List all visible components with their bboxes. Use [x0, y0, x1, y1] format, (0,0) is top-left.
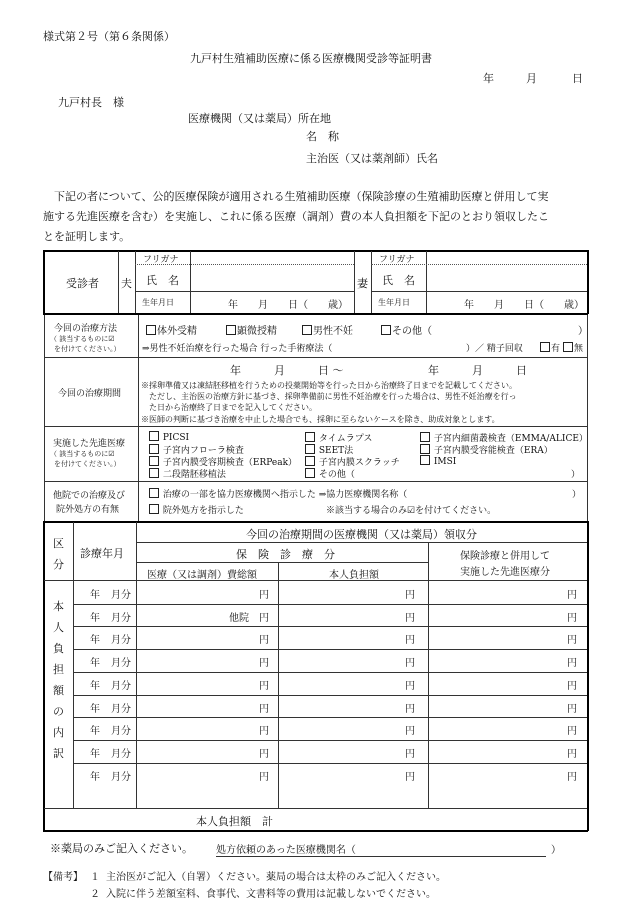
side-label-char: 人: [53, 621, 64, 634]
period-note-2: ただし、主治医の治療方針に基づき、採卵準備前に男性不妊治療を行った場合は、男性不妊治療を行っ: [149, 392, 517, 401]
outside-prescription-checkbox[interactable]: 院外処方を指示した: [149, 503, 244, 516]
row-advanced-yen: 円: [567, 749, 577, 760]
remark-1-number: １: [90, 872, 100, 883]
row-selfpay-yen: 円: [405, 704, 415, 715]
husband-label: 夫: [121, 277, 132, 290]
row-total-yen: 円: [259, 590, 269, 601]
period-note-4: ※医師の判断に基づき治療を中止した場合でも、採卵に至らないケースを除き、助成対象とします。: [141, 415, 500, 424]
row-year-label: 年: [90, 590, 100, 601]
period-label: 今回の治療期間: [58, 389, 122, 399]
adv-other-checkbox[interactable]: その他（: [305, 467, 355, 480]
prescriber-close: ）: [551, 845, 561, 856]
row-selfpay-yen: 円: [405, 772, 415, 783]
advanced-header-2: 実施した先進医療分: [460, 567, 550, 578]
advanced-hint-1: （ 該当するものに☑: [50, 450, 115, 458]
male-surgery-line: ⇒男性不妊治療を行った場合 行った手術療法（: [142, 344, 333, 354]
advanced-label: 実施した先進医療: [53, 439, 126, 449]
row-total-yen: 円: [259, 613, 269, 624]
adv-flora-checkbox[interactable]: 子宮内フローラ検査: [149, 443, 244, 456]
row-total-yen: 円: [259, 772, 269, 783]
method-other-close: ）: [578, 326, 588, 337]
pharmacy-note: ※薬局のみご記入ください。: [50, 842, 193, 855]
total-self-pay-field[interactable]: [280, 810, 426, 828]
wife-furigana-label: フリガナ: [379, 255, 415, 265]
form-number: 様式第２号（第６条関係）: [43, 30, 175, 43]
remarks-label: 【備考】: [43, 872, 83, 883]
partner-hospital-checkbox[interactable]: 治療の一部を協力医療機関へ指示した ⇒協力医療機関名称（: [149, 487, 407, 500]
form-title: 九戸村生殖補助医療に係る医療機関受診等証明書: [190, 52, 432, 65]
row-advanced-yen: 円: [567, 658, 577, 669]
adv-twostep-checkbox[interactable]: 二段階胚移植法: [149, 467, 226, 480]
period-end[interactable]: 年 月 日: [428, 364, 527, 377]
remark-2-number: ２: [90, 889, 100, 900]
date-month-label: 月: [526, 72, 537, 85]
row-total-yen: 円: [259, 681, 269, 692]
row-month-label: 月分: [111, 749, 131, 760]
row-advanced-yen: 円: [567, 590, 577, 601]
adv-emma-checkbox[interactable]: 子宮内細菌叢検査（EMMA/ALICE）: [420, 431, 588, 444]
row-selfpay-yen: 円: [405, 635, 415, 646]
receipt-header: 今回の治療期間の医療機関（又は薬局）領収分: [246, 528, 477, 541]
bun-label: 分: [53, 558, 64, 571]
row-month-label: 月分: [111, 772, 131, 783]
total-label: 本人負担額 計: [196, 815, 273, 828]
adv-seet-checkbox[interactable]: SEET法: [305, 443, 353, 456]
wife-label: 妻: [357, 277, 368, 290]
adv-other-close: ）: [571, 470, 581, 480]
other-facility-label-1: 他院での治療及び: [53, 491, 126, 501]
method-ivf-checkbox[interactable]: 体外受精: [146, 322, 197, 337]
adv-scratch-checkbox[interactable]: 子宮内膜スクラッチ: [305, 455, 400, 468]
row-selfpay-yen: 円: [405, 613, 415, 624]
method-label: 今回の治療方法: [54, 324, 118, 334]
row-month-label: 月分: [111, 681, 131, 692]
method-other-checkbox[interactable]: その他（: [381, 322, 432, 337]
sperm-retrieval-no[interactable]: 無: [563, 341, 583, 354]
sperm-retrieval-label: ）／ 精子回収: [466, 344, 523, 354]
other-hospital-label: 他院: [229, 613, 249, 624]
row-year-label: 年: [90, 635, 100, 646]
row-advanced-yen: 円: [567, 704, 577, 715]
issuer-name-label: 名 称: [306, 130, 339, 143]
husband-name-field[interactable]: [192, 266, 352, 290]
row-month-label: 月分: [111, 613, 131, 624]
sperm-retrieval-yes[interactable]: 有: [540, 341, 560, 354]
method-hint-2: を付けてください。）: [54, 345, 121, 353]
row-advanced-yen: 円: [567, 635, 577, 646]
row-year-label: 年: [90, 658, 100, 669]
intro-line-1: 下記の者について、公的医療保険が適用される生殖補助医療（保険診療の生殖補助医療と併用して実: [54, 190, 549, 203]
wife-furigana-field[interactable]: [428, 253, 585, 263]
adv-timelapse-checkbox[interactable]: タイムラプス: [305, 431, 372, 444]
intro-line-2: 施する先進医療を含む）を実施し、これに係る医療（調剤）費の本人負担額を下記のとおり領収したこ: [43, 210, 549, 223]
wife-name-label: 氏 名: [382, 274, 415, 287]
row-total-yen: 円: [259, 635, 269, 646]
row-year-label: 年: [90, 681, 100, 692]
issuer-location-label: 医療機関（又は薬局）所在地: [188, 112, 331, 125]
row-advanced-yen: 円: [567, 681, 577, 692]
wife-birth-format: 年 月 日（ 歳）: [464, 300, 584, 311]
row-total-yen: 円: [259, 704, 269, 715]
row-year-label: 年: [90, 704, 100, 715]
total-fee-header: 医療（又は調剤）費総額: [147, 570, 257, 581]
issuer-doctor-label: 主治医（又は薬剤師）氏名: [306, 152, 438, 165]
row-selfpay-yen: 円: [405, 658, 415, 669]
remark-1: 主治医がご記入（自署）ください。薬局の場合は太枠のみご記入ください。: [106, 872, 446, 883]
prescriber-field[interactable]: 処方依頼のあった医療機関名（: [216, 841, 546, 857]
adv-era-checkbox[interactable]: 子宮内膜受容能検査（ERA）: [420, 443, 553, 456]
row-total-yen: 円: [259, 658, 269, 669]
husband-name-label: 氏 名: [146, 274, 179, 287]
side-label-char: 内: [53, 726, 64, 739]
ku-label: 区: [53, 537, 64, 550]
adv-imsi-checkbox[interactable]: IMSI: [420, 455, 456, 467]
intro-line-3: とを証明します。: [43, 230, 131, 243]
row-advanced-yen: 円: [567, 726, 577, 737]
row-selfpay-yen: 円: [405, 681, 415, 692]
patient-label: 受診者: [66, 277, 99, 290]
row-month-label: 月分: [111, 726, 131, 737]
self-pay-header: 本人負担額: [329, 570, 379, 581]
adv-erpeak-checkbox[interactable]: 子宮内膜受容期検査（ERPeak）: [149, 455, 297, 468]
advanced-hint-2: を付けてください。）: [54, 460, 121, 468]
advanced-header-1: 保険診療と併用して: [460, 551, 550, 562]
date-day-label: 日: [572, 72, 583, 85]
row-year-label: 年: [90, 613, 100, 624]
row-total-yen: 円: [259, 749, 269, 760]
row-selfpay-yen: 円: [405, 726, 415, 737]
other-facility-label-2: 院外処方の有無: [56, 505, 120, 515]
row-month-label: 月分: [111, 635, 131, 646]
row-selfpay-yen: 円: [405, 590, 415, 601]
side-label-char: 訳: [53, 747, 64, 760]
date-year-label: 年: [483, 72, 494, 85]
husband-furigana-field[interactable]: [192, 253, 352, 263]
month-col-header: 診療年月: [80, 547, 124, 560]
addressee: 九戸村長 様: [58, 96, 124, 109]
period-note-1: ※採卵準備又は凍結胚移植を行うための投薬開始等を行った日から治療終了日までを記載してください。: [141, 381, 517, 390]
row-total-yen: 円: [259, 726, 269, 737]
period-note-3: た日から治療終了日までを記入してください。: [149, 403, 317, 412]
side-label-char: の: [53, 705, 64, 718]
method-hint-1: （ 該当するものに☑: [50, 335, 115, 343]
method-icsi-checkbox[interactable]: 顕微授精: [226, 322, 277, 337]
row-month-label: 月分: [111, 704, 131, 715]
insurance-header: 保 険 診 療 分: [236, 548, 335, 561]
side-label-char: 本: [53, 600, 64, 613]
side-label-char: 負: [53, 642, 64, 655]
row-advanced-yen: 円: [567, 613, 577, 624]
row-month-label: 月分: [111, 590, 131, 601]
side-label-char: 額: [53, 684, 64, 697]
partner-hospital-close: ）: [572, 490, 582, 500]
row-month-label: 月分: [111, 658, 131, 669]
row-year-label: 年: [90, 749, 100, 760]
husband-birth-format: 年 月 日（ 歳）: [228, 300, 348, 311]
period-start[interactable]: 年 月 日 〜: [230, 364, 344, 377]
checkbox-note: ※該当する場合のみ☑を付けてください。: [326, 506, 497, 516]
wife-birth-label: 生年月日: [378, 298, 410, 307]
wife-name-field[interactable]: [428, 266, 585, 290]
row-selfpay-yen: 円: [405, 749, 415, 760]
adv-picsi-checkbox[interactable]: PICSI: [149, 431, 189, 443]
method-male-checkbox[interactable]: 男性不妊: [302, 322, 353, 337]
remark-2: 入院に伴う差額室料、食事代、文書料等の費用は記載しないでください。: [106, 889, 436, 900]
side-label-char: 担: [53, 663, 64, 676]
row-year-label: 年: [90, 726, 100, 737]
husband-birth-label: 生年月日: [142, 298, 174, 307]
row-advanced-yen: 円: [567, 772, 577, 783]
row-year-label: 年: [90, 772, 100, 783]
husband-furigana-label: フリガナ: [143, 255, 179, 265]
